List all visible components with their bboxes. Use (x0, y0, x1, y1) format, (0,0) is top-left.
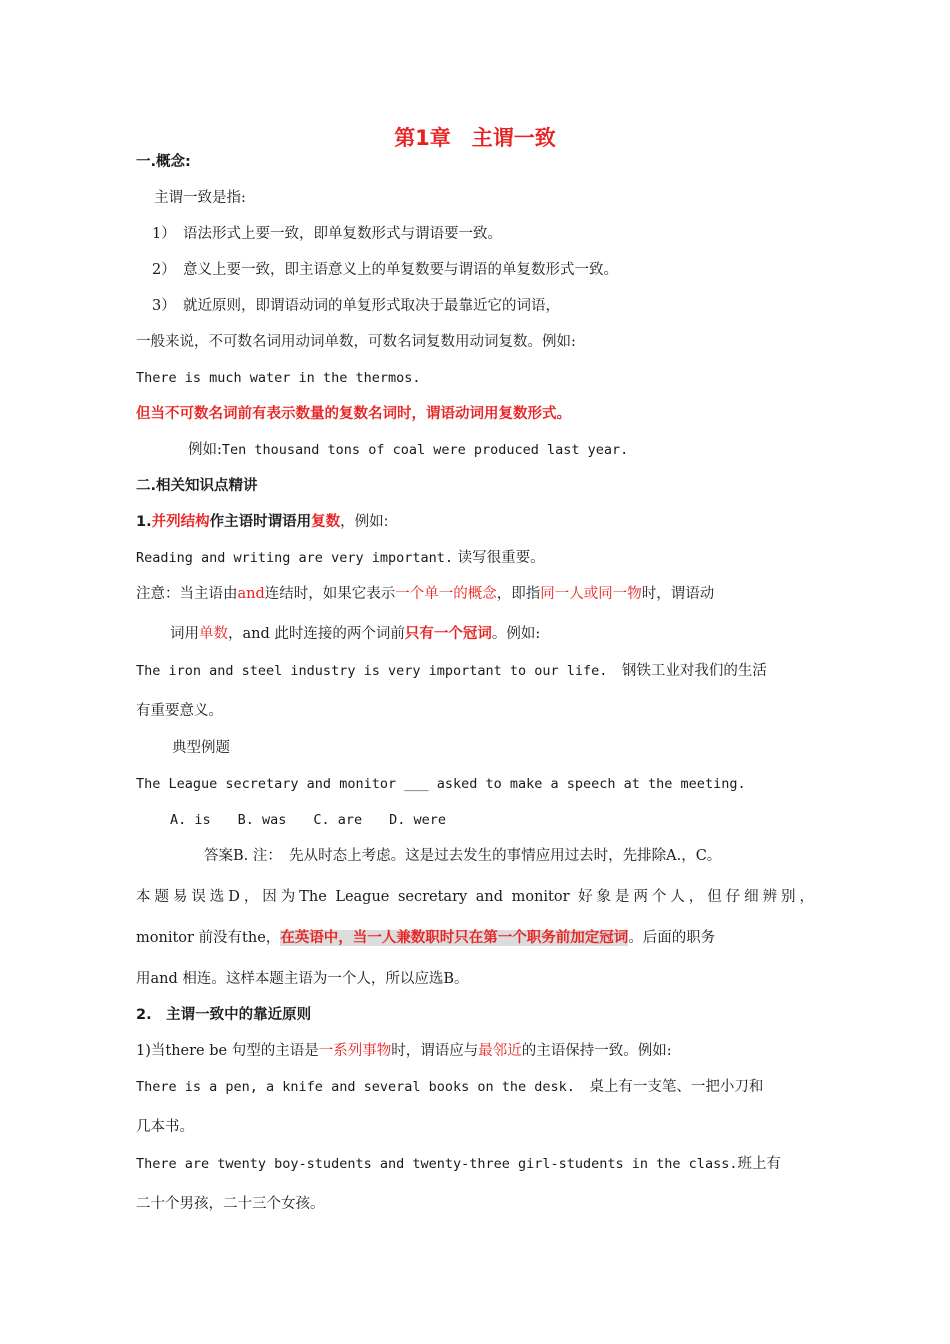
example-label: 例如: (188, 442, 222, 458)
note-line-2: 词用单数，and 此时连接的两个词前只有一个冠词。例如: (170, 626, 541, 642)
answer-options: A. is B. was C. are D. were (170, 812, 447, 828)
example-reading-writing: Reading and writing are very important. 读写很重要。 (136, 550, 545, 566)
example-pen-knife-cont: 几本书。 (136, 1119, 194, 1135)
question-sentence: The League secretary and monitor ___ asked to make a speech at the meeting. (136, 776, 746, 792)
example-students: There are twenty boy-students and twenty-three girl-students in the class.班上有 (136, 1156, 781, 1172)
concept-intro: 主谓一致是指: (154, 190, 246, 206)
typical-example-label: 典型例题 (172, 740, 230, 756)
example-sentence-2: Ten thousand tons of coal were produced last year. (221, 442, 629, 458)
example-sentence-1: There is much water in the thermos. (136, 370, 421, 386)
proximity-rule-1: 1)当there be 句型的主语是一系列事物时，谓语应与最邻近的主语保持一致。例如: (136, 1043, 672, 1059)
example-iron-steel-cont: 有重要意义。 (136, 703, 223, 719)
note-line-1: 注意：当主语由and连结时，如果它表示一个单一的概念，即指同一人或同一物时，谓语动 (136, 586, 715, 602)
answer-line-4: 用and 相连。这样本题主语为一个人，所以应选B。 (136, 971, 469, 987)
concept-item-1: 1） 语法形式上要一致，即单复数形式与谓语要一致。 (152, 226, 502, 242)
example-iron-steel: The iron and steel industry is very important to our life. 钢铁工业对我们的生活 (136, 663, 767, 679)
point-1-plural: 复数 (311, 514, 341, 530)
chapter-title: 第1章 主谓一致 (394, 126, 556, 150)
concept-item-3: 3） 就近原则，即谓语动词的单复形式取决于最靠近它的词语， (152, 298, 560, 314)
point-1-heading: 1.并列结构作主语时谓语用复数，例如: (136, 514, 389, 530)
answer-line-3: monitor 前没有the，在英语中，当一人兼数职时只在第一个职务前加定冠词。后面的职务 (136, 930, 716, 946)
example-students-cont: 二十个男孩，二十三个女孩。 (136, 1196, 325, 1212)
section-2-heading: 二.相关知识点精讲 (136, 478, 258, 494)
answer-line-1: 答案B. 注： 先从时态上考虑。这是过去发生的事情应用过去时，先排除A.，C。 (204, 848, 722, 864)
rule-highlight-red: 但当不可数名词前有表示数量的复数名词时，谓语动词用复数形式。 (136, 406, 571, 422)
general-rule: 一般来说，不可数名词用动词单数，可数名词复数用动词复数。例如: (136, 334, 576, 350)
concept-item-2: 2） 意义上要一致，即主语意义上的单复数要与谓语的单复数形式一致。 (152, 262, 618, 278)
point-2-heading: 2. 主谓一致中的靠近原则 (136, 1007, 312, 1023)
point-1-key-term: 并列结构 (151, 514, 210, 530)
example-pen-knife: There is a pen, a knife and several books on the desk. 桌上有一支笔、一把小刀和 (136, 1079, 764, 1095)
answer-key-rule: 在英语中，当一人兼数职时只在第一个职务前加定冠词 (280, 930, 629, 946)
section-1-heading: 一.概念: (136, 154, 191, 170)
answer-line-2: 本题易误选D，因为The League secretary and monitor 好象是两个人，但仔细辨别， (136, 889, 814, 905)
example-line-2 (188, 439, 628, 461)
